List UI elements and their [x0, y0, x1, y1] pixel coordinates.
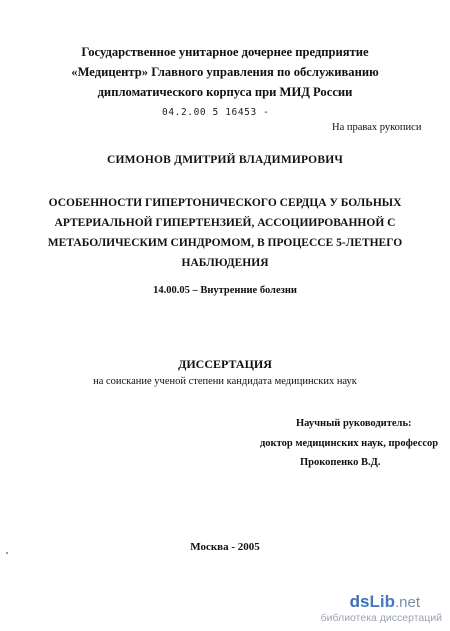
watermark-logo-ds: ds	[349, 592, 370, 611]
title-line-3: МЕТАБОЛИЧЕСКИМ СИНДРОМОМ, В ПРОЦЕССЕ 5-ЛЕТНЕГО	[47, 237, 403, 249]
registration-stamp: 04.2.00 5 16453 -	[162, 107, 270, 118]
place-and-year: Москва - 2005	[190, 541, 260, 553]
watermark-subtitle: библиотека диссертаций	[320, 612, 442, 624]
supervisor-name: Прокопенко В.Д.	[300, 457, 381, 468]
supervisor-block	[260, 414, 439, 473]
organization-header	[0, 42, 450, 102]
dissertation-title	[0, 193, 450, 273]
author-name: СИМОНОВ ДМИТРИЙ ВЛАДИМИРОВИЧ	[107, 154, 343, 166]
title-line-1: ОСОБЕННОСТИ ГИПЕРТОНИЧЕСКОГО СЕРДЦА У БОЛЬНЫХ	[48, 197, 402, 209]
org-line-3: дипломатического корпуса при МИД России	[97, 85, 353, 99]
manuscript-rights-note: На правах рукописи	[332, 122, 422, 133]
specialty-code: 14.00.05 – Внутренние болезни	[153, 285, 297, 296]
org-line-2: «Медицентр» Главного управления по обслуживанию	[71, 65, 379, 79]
dslib-watermark	[296, 592, 442, 628]
supervisor-rank: доктор медицинских наук, профессор	[260, 437, 439, 449]
watermark-logo	[350, 592, 420, 612]
org-line-1: Государственное унитарное дочернее предприятие	[81, 45, 369, 59]
scan-speck	[6, 552, 8, 554]
document-type: ДИССЕРТАЦИЯ	[178, 357, 272, 371]
title-line-2: АРТЕРИАЛЬНОЙ ГИПЕРТЕНЗИЕЙ, АССОЦИИРОВАННОЙ С	[54, 217, 396, 229]
degree-description: на соискание ученой степени кандидата медицинских наук	[93, 376, 357, 387]
supervisor-label: Научный руководитель:	[296, 418, 412, 429]
watermark-logo-net: .net	[394, 594, 420, 611]
watermark-logo-lib: Lib	[369, 592, 395, 611]
title-line-4: НАБЛЮДЕНИЯ	[181, 257, 269, 269]
